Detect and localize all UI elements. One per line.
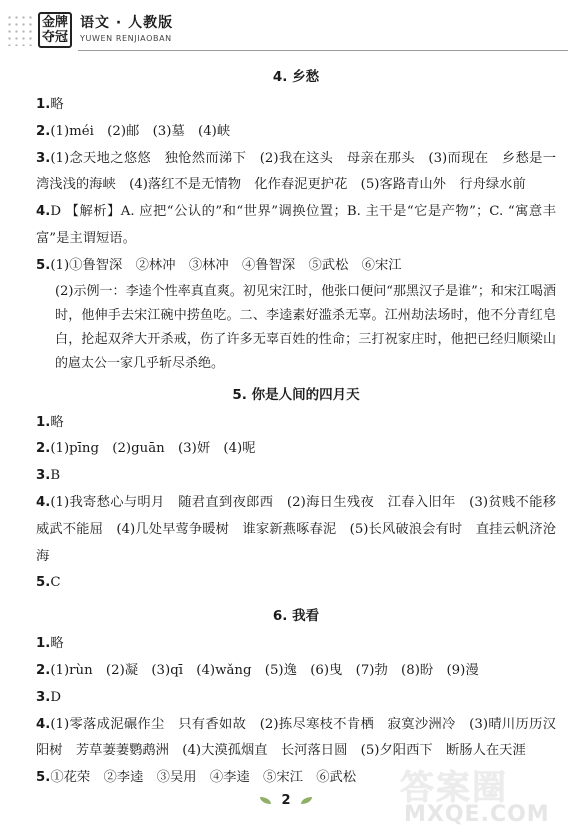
item-number: 5. xyxy=(36,257,51,273)
logo-top-text: 金牌 xyxy=(41,15,68,30)
answer-item xyxy=(36,436,556,463)
section-title: 6. 我看 xyxy=(272,608,320,625)
item-text: C xyxy=(50,575,61,591)
item-text: (1)我寄愁心与明月 随君直到夜郎西 (2)海日生残夜 江春入旧年 (3)贫贱不能移 威武不能屈 (4)几处早莺争暖树 谁家新燕啄春泥 (5)长风破浪会有时 直挂云帆济沧海 xyxy=(36,494,570,564)
answer-item xyxy=(36,253,556,280)
item-number: 4. xyxy=(36,494,51,510)
section-title: 5. 你是人间的四月天 xyxy=(232,386,360,403)
item-number: 2. xyxy=(36,123,51,139)
item-number: 4. xyxy=(36,716,51,732)
watermark-main-text: 答案圈 xyxy=(400,768,508,808)
dot-grid-decoration xyxy=(6,14,34,46)
watermark xyxy=(400,760,568,828)
logo-bottom-text: 夺冠 xyxy=(41,30,68,45)
header-divider xyxy=(78,50,568,51)
item-number: 4. xyxy=(36,204,51,220)
item-text: (1)①鲁智深 ②林冲 ③林冲 ④鲁智深 ⑤武松 ⑥宋江 xyxy=(50,257,402,273)
answer-item xyxy=(36,146,556,200)
item-text: 略 xyxy=(50,414,64,430)
item-text: D 【解析】A. 应把“公认的”和“世界”调换位置；B. 主干是“它是产物”；C. “寓意丰富”是主谓短语。 xyxy=(36,204,556,246)
item-text: (1)rùn (2)凝 (3)qī (4)wǎng (5)逸 (6)曳 (7)勃 (8)盼 (9)漫 xyxy=(50,662,479,678)
answer-item xyxy=(36,410,556,437)
page-number: 2 xyxy=(281,793,291,808)
item-text: 略 xyxy=(50,636,64,652)
item-text: 略 xyxy=(50,97,64,112)
item-number: 5. xyxy=(36,770,51,786)
item-text: (1)méi (2)邮 (3)墓 (4)峡 xyxy=(50,123,231,139)
item-text: D xyxy=(50,689,61,705)
page-header xyxy=(0,0,572,56)
answer-item xyxy=(36,712,556,766)
item-number: 2. xyxy=(36,441,51,457)
item-number: 3. xyxy=(36,468,51,484)
answer-item xyxy=(36,570,556,597)
leaf-right-icon xyxy=(301,797,312,804)
section-title: 4. 乡愁 xyxy=(272,69,320,85)
item-number: 3. xyxy=(36,689,51,705)
answer-item xyxy=(36,463,556,490)
answer-content xyxy=(36,62,570,792)
item-number: 5. xyxy=(36,575,51,591)
item-text: ①花荣 ②李逵 ③吴用 ④李逵 ⑤宋江 ⑥武松 xyxy=(50,770,357,786)
brand-logo xyxy=(38,12,72,48)
item-text: B xyxy=(50,468,61,484)
series-pinyin: YUWEN RENJIAOBAN xyxy=(80,34,172,43)
item-number: 2. xyxy=(36,662,51,678)
answer-item xyxy=(36,631,556,658)
item-number: 1. xyxy=(36,636,51,652)
leaf-left-icon xyxy=(260,797,271,804)
answer-item xyxy=(36,199,556,253)
answer-item xyxy=(36,119,556,146)
item-text: (1)pīng (2)guān (3)妍 (4)呢 xyxy=(50,441,256,457)
item-number: 1. xyxy=(36,414,51,430)
item-text: (1)零落成泥碾作尘 只有香如故 (2)拣尽寒枝不肯栖 寂寞沙洲冷 (3)晴川历历汉阳树 芳草萋萋鹦鹉洲 (4)大漠孤烟直 长河落日圆 (5)夕阳西下 断肠人在天涯 xyxy=(36,716,556,759)
answer-item xyxy=(36,92,556,119)
item-number: 1. xyxy=(36,97,51,112)
answer-sub-item xyxy=(36,280,556,376)
answer-item xyxy=(36,685,556,712)
item-text: (2)示例一：李逵个性率真直爽。初见宋江时，他张口便问“那黑汉子是谁”；和宋江喝酒时，他伸手去宋江碗中捞鱼吃。二、李逵素好滥杀无辜。江州劫法场时，他不分青红皂白，抡起双斧大开杀戒，伤了许多无辜百姓的性命；三打祝家庄时，他把已经归顺梁山的扈太公一家几乎斩尽杀绝。 xyxy=(55,283,556,371)
answer-item xyxy=(36,658,556,685)
item-text: (1)念天地之悠悠 独怆然而涕下 (2)我在这头 母亲在那头 (3)而现在 乡愁是一湾浅浅的海峡 (4)落红不是无情物 化作春泥更护花 (5)客路青山外 行舟绿水前 xyxy=(36,150,556,193)
watermark-url-text: MXQE.COM xyxy=(404,802,550,827)
item-number: 3. xyxy=(36,150,51,166)
series-title: 语文 · 人教版 xyxy=(80,15,174,31)
answer-item xyxy=(36,490,570,570)
